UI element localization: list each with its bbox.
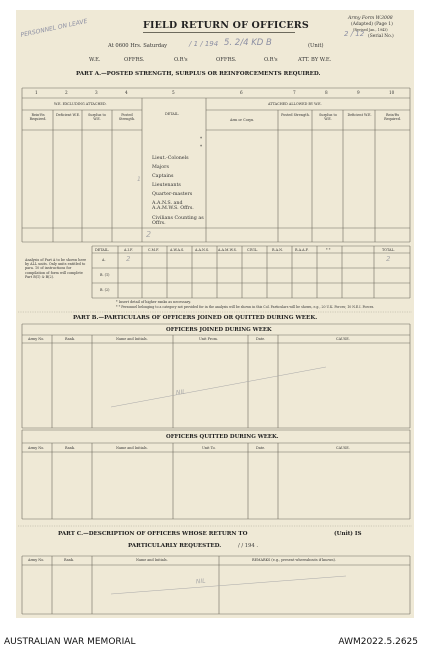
att-header: ATTACHED ALLOWED BY W.E. bbox=[268, 102, 322, 106]
summary-ors-2: O.R's bbox=[264, 57, 278, 63]
col-head-deficient: Deficient W.E. bbox=[55, 113, 81, 117]
form-id: Army Form W.3008 bbox=[348, 16, 393, 21]
analysis-col-civil: CIVIL. bbox=[247, 248, 259, 252]
col-number-10: 10 bbox=[389, 90, 395, 95]
serial-value: 2 / 12 bbox=[344, 30, 365, 38]
hw-part-c-nil: NIL bbox=[195, 577, 206, 586]
analysis-col-awas: A.W.A.S. bbox=[170, 248, 185, 252]
quitted-col-rank: Rank. bbox=[65, 446, 75, 450]
part-c-col-rank: Rank. bbox=[64, 558, 74, 562]
analysis-row-b2: B. (2) bbox=[100, 288, 110, 292]
hw-analysis-total: 2 bbox=[386, 255, 391, 263]
margin-note: PERSONNEL ON LEAVE bbox=[20, 17, 89, 39]
part-c-col-name: Name and Initials. bbox=[136, 558, 168, 562]
analysis-col-cmf: C.M.F. bbox=[148, 248, 160, 252]
analysis-text: Analysis of Part A to be shown here by ALL units. Only units entitled to para. 10 of instructions for compilation of form will complete Part B(1) & B(2). bbox=[25, 258, 87, 279]
rank-majors: Majors bbox=[152, 165, 169, 170]
col-number-4: 4 bbox=[125, 90, 128, 95]
form-title: FIELD RETURN OF OFFICERS bbox=[143, 20, 309, 31]
quitted-col-name: Name and Initials. bbox=[116, 446, 148, 450]
col-head-deficient-att: Deficient W.E. bbox=[347, 113, 372, 117]
analysis-col-raaf: R.A.A.F. bbox=[295, 248, 309, 252]
footer-accession: AWM2022.5.2625 bbox=[338, 637, 418, 647]
at-line-suffix: (Unit) bbox=[308, 43, 324, 49]
analysis-col-aif: A.I.F. bbox=[124, 248, 133, 252]
col-number-2: 2 bbox=[65, 90, 68, 95]
part-a-title: PART A.—POSTED STRENGTH, SURPLUS OR REINFORCEMENTS REQUIRED. bbox=[76, 71, 321, 77]
col-head-posted: Posted Strength. bbox=[118, 113, 136, 121]
form-adapted: (Adapted) (Page 1) bbox=[351, 22, 393, 27]
note-1: * Insert detail of higher ranks as necessary. bbox=[116, 300, 191, 304]
note-2: * * Personnel belonging to a category not provided for in the analysis will be shown in this Col. Particulars will be shown, e.g., 20 U.K. Forces; 10 N.E.I. Forces. bbox=[116, 305, 375, 309]
form-page: Army Form W.3008 (Adapted) (Page 1) (Revised Jan., 1943) 2 / 12 (Serial No.) FIELD RETURN OF OFFICERS PERSONNEL ON LEAVE At 0600 Hrs. Saturday / 1 / 194 5. 2/4 KD B (Unit) W.E. OFFRS. O.R's OFFRS. O.R's ATT. BY W.E. PART A.—POSTED STRENGTH, SURPLUS OR REINFORCEMENTS REQUIRED. 1 2 3 4 5 6 7 8 9 10 W.E. EXCLUDING ATTACHED. ATTACHED ALLOWED BY W.E. DETAIL. Rein'fts Required. Deficient W.E. Surplus to W.E. Posted Strength. Arm or Corps. Posted Strength. Surplus to W.E. Deficient W.E. Rein'fts Required. * * Lieut.-Colonels Majors Captains Lieutenants Quarter-masters A.A.N.S. and A.A.M.W.S. Offrs. Civilians Counting as Offrs. 1 2 Analysis of Part A to be shown here by ALL units. Only units entitled to para. 10 of instructions for compilation of form will complete Part B(1) & B(2). DETAIL. A.I.F. C.M.F. A.W.A.S. A.A.N.S. A.A.M.W.S. CIVIL. R.A.N. R.A.A.F. * * TOTAL. A. B. (1) B. (2) 2 2 * Insert detail of higher ranks as necessary. * * Personnel belonging to a category not provided for in the analysis will be shown in this Col. Particulars will be shown, e.g., 20 U.K. Forces; 10 N.E.I. Forces. PART B.—PARTICULARS OF OFFICERS JOINED OR QUITTED DURING WEEK. OFFICERS JOINED DURING WEEK Army No. Rank. Name and Initials. Unit From. Date. CAUSE. NIL OFFICERS QUITTED DURING WEEK. Army No. Rank. Name and Initials. Unit To. Date. CAUSE. PART C.—DESCRIPTION OF OFFICERS WHOSE RETURN TO (Unit) IS PARTICULARLY REQUESTED. / / 194 . Army No. Rank. Name and Initials. REMARKS (e.g., present whereabouts if known). NIL bbox=[16, 10, 414, 618]
hw-joined-nil: NIL bbox=[175, 388, 187, 397]
rank-quartermasters: Quarter-masters bbox=[152, 192, 193, 197]
rank-lieutenants: Lieutenants bbox=[152, 183, 181, 188]
archive-footer bbox=[0, 629, 424, 653]
quitted-col-cause: CAUSE. bbox=[336, 446, 350, 450]
analysis-col-other: * * bbox=[326, 248, 331, 252]
col-head-arm: Arm or Corps. bbox=[230, 118, 255, 122]
joined-col-cause: CAUSE. bbox=[336, 337, 350, 341]
part-c-col-remarks: REMARKS (e.g., present whereabouts if known). bbox=[252, 558, 336, 562]
summary-att: ATT. BY W.E. bbox=[298, 57, 332, 63]
joined-col-unit-from: Unit From. bbox=[199, 337, 218, 341]
col-number-7: 7 bbox=[293, 90, 296, 95]
hw-analysis-aif: 2 bbox=[126, 255, 131, 263]
col-head-surplus-att: Surplus to W.E. bbox=[319, 113, 337, 121]
rank-civilians: Civilians Counting as Offrs. bbox=[152, 216, 204, 226]
analysis-row-a: A. bbox=[102, 258, 106, 262]
rank-captains: Captains bbox=[152, 174, 174, 179]
at-line-date: / 1 / 194 bbox=[189, 40, 219, 48]
rank-aans: A.A.N.S. and A.A.M.W.S. Offrs. bbox=[152, 201, 194, 211]
part-c-date: / / 194 . bbox=[238, 543, 258, 549]
analysis-col-ran: R.A.N. bbox=[272, 248, 283, 252]
footer-institution: AUSTRALIAN WAR MEMORIAL bbox=[4, 637, 136, 647]
col-head-reinfts: Rein'fts Required. bbox=[29, 113, 47, 121]
summary-ors: O.R's bbox=[174, 57, 188, 63]
col-head-surplus: Surplus to W.E. bbox=[88, 113, 106, 121]
analysis-col-detail: DETAIL. bbox=[95, 248, 110, 252]
col-head-reinfts-att: Rein'fts Required. bbox=[384, 113, 401, 121]
analysis-col-aans: A.A.N.S. bbox=[195, 248, 210, 252]
col-head-posted-att: Posted Strength. bbox=[281, 113, 310, 117]
joined-col-army-no: Army No. bbox=[28, 337, 45, 341]
quitted-col-army-no: Army No. bbox=[28, 446, 45, 450]
detail-header: DETAIL. bbox=[165, 112, 180, 116]
summary-we: W.E. bbox=[89, 57, 101, 63]
quitted-title: OFFICERS QUITTED DURING WEEK. bbox=[166, 434, 279, 440]
summary-offrs-2: OFFRS. bbox=[216, 57, 237, 63]
part-c-title-2: PARTICULARLY REQUESTED. bbox=[128, 543, 222, 549]
joined-col-rank: Rank. bbox=[65, 337, 75, 341]
hw-total-value: 2 bbox=[146, 230, 152, 239]
part-b-title: PART B.—PARTICULARS OF OFFICERS JOINED OR QUITTED DURING WEEK. bbox=[73, 315, 318, 321]
hw-captains-value: 1 bbox=[137, 176, 141, 183]
col-number-3: 3 bbox=[95, 90, 98, 95]
analysis-col-total: TOTAL. bbox=[382, 248, 395, 252]
summary-offrs: OFFRS. bbox=[124, 57, 145, 63]
quitted-col-date: Date. bbox=[256, 446, 266, 450]
analysis-col-aamws: A.A.M.W.S. bbox=[218, 248, 237, 252]
col-number-9: 9 bbox=[357, 90, 360, 95]
quitted-col-unit-to: Unit To. bbox=[202, 446, 216, 450]
joined-col-name: Name and Initials. bbox=[116, 337, 148, 341]
joined-title: OFFICERS JOINED DURING WEEK bbox=[166, 327, 272, 333]
part-c-title-1: PART C.—DESCRIPTION OF OFFICERS WHOSE RETURN TO bbox=[58, 531, 248, 537]
form-revised: (Revised Jan., 1943) bbox=[353, 28, 388, 32]
at-line-unit: 5. 2/4 KD B bbox=[224, 38, 272, 48]
col-number-1: 1 bbox=[35, 90, 38, 95]
joined-col-date: Date. bbox=[256, 337, 266, 341]
serial-label: (Serial No.) bbox=[368, 34, 394, 39]
col-number-8: 8 bbox=[325, 90, 328, 95]
analysis-row-b1: B. (1) bbox=[100, 273, 110, 277]
at-line-prefix: At 0600 Hrs. Saturday bbox=[108, 43, 168, 49]
col-number-5: 5 bbox=[172, 90, 175, 95]
col-number-6: 6 bbox=[240, 90, 243, 95]
rank-lieut-colonels: Lieut.-Colonels bbox=[152, 156, 189, 161]
part-c-unit-is: (Unit) IS bbox=[334, 531, 362, 537]
we-header: W.E. EXCLUDING ATTACHED. bbox=[54, 102, 107, 106]
part-c-col-army-no: Army No. bbox=[28, 558, 45, 562]
